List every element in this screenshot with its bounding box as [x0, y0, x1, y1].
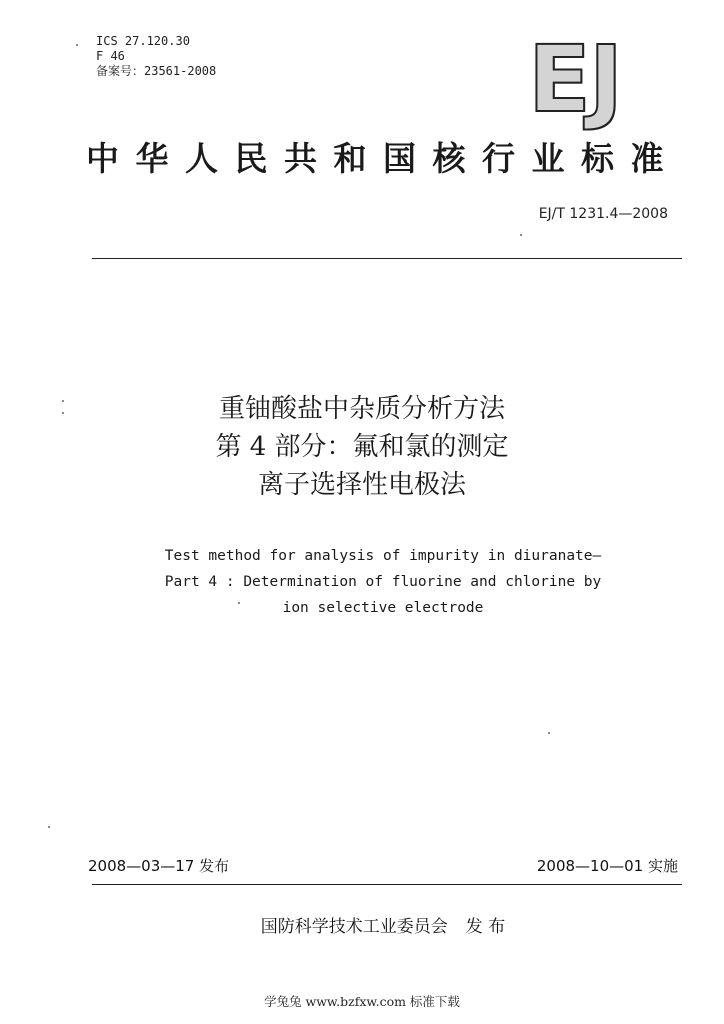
scan-speck — [520, 234, 522, 236]
scan-speck — [548, 732, 550, 734]
header-meta — [96, 34, 216, 79]
chinese-title-line-1: 重铀酸盐中杂质分析方法 — [218, 394, 505, 424]
industry-standard-title: 中华人民共和国核行业标准 — [86, 139, 680, 178]
issue-date: 2008—03—17 发布 — [88, 857, 230, 875]
implementation-date: 2008—10—01 实施 — [536, 857, 678, 875]
scan-speck — [76, 44, 78, 46]
ej-logo: EJ — [528, 26, 622, 133]
classification-code: F 46 — [96, 49, 125, 63]
filing-number: 备案号：23561-2008 — [96, 64, 217, 78]
chinese-title-line-2: 第 4 部分：氟和氯的测定 — [215, 432, 509, 462]
publisher — [0, 912, 724, 937]
english-title-line-2: Part 4 : Determination of fluorine and chlorine by — [164, 574, 602, 590]
english-title — [0, 543, 724, 621]
top-divider — [92, 258, 682, 259]
publisher-action: 发 布 — [465, 917, 506, 937]
standard-number: EJ/T 1231.4—2008 — [538, 206, 668, 222]
bottom-divider — [92, 884, 682, 885]
scan-speck — [48, 826, 50, 828]
english-title-line-1: Test method for analysis of impurity in diuranate— — [164, 548, 602, 564]
chinese-title-line-3: 离子选择性电极法 — [257, 470, 466, 500]
english-title-line-3: ion selective electrode — [282, 600, 484, 616]
scan-speck — [62, 400, 64, 402]
scan-speck — [238, 602, 240, 604]
publisher-name: 国防科学技术工业委员会 — [260, 917, 448, 937]
ics-code: ICS 27.120.30 — [96, 34, 190, 48]
chinese-title — [0, 390, 724, 504]
scan-speck — [62, 412, 64, 414]
footer-watermark: 学兔兔 www.bzfxw.com 标准下载 — [264, 994, 460, 1009]
